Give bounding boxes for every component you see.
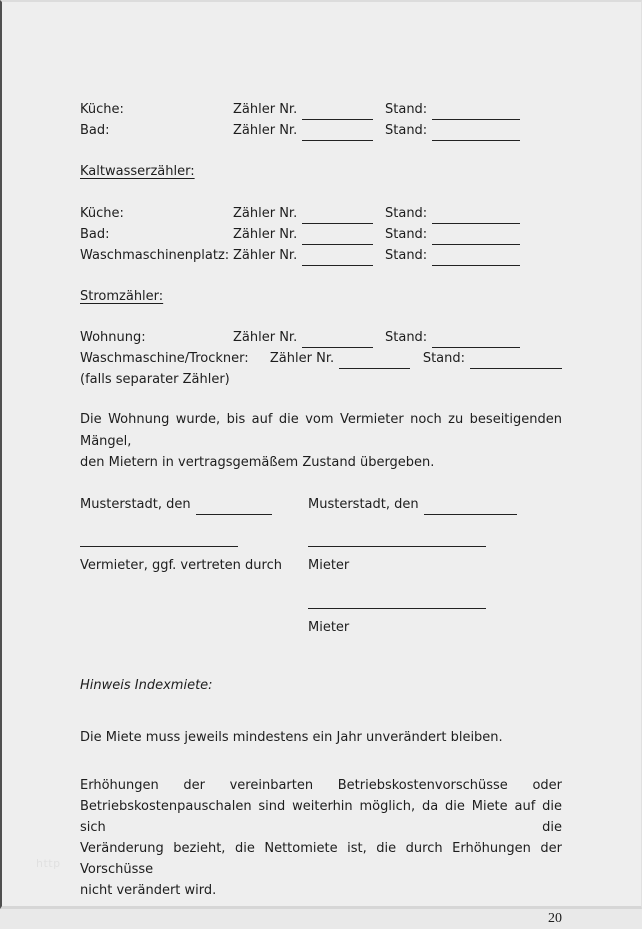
meter-reading-blank: [470, 356, 562, 369]
meter-reading-cell: [385, 99, 520, 120]
meter-reading-cell: [385, 327, 520, 348]
meter-number-cell: [233, 99, 385, 120]
empty-cell: [80, 608, 308, 609]
meter-row: [80, 203, 562, 224]
meter-number-blank: [302, 232, 373, 245]
meter-number-cell: [233, 224, 385, 245]
document-content: [80, 2, 562, 929]
section-heading-kaltwasser: Kaltwasserzähler:: [80, 164, 195, 179]
tenant2-signature-cell: [308, 608, 562, 609]
meter-number-blank: [339, 356, 410, 369]
meter-reading-blank: [432, 211, 520, 224]
paragraph-line: Die Wohnung wurde, bis auf die vom Vermieter noch zu beseitigenden Mängel,: [80, 412, 562, 449]
meter-room-label: Bad:: [80, 123, 110, 138]
meter-reading-blank: [432, 253, 520, 266]
tenant-role-label: Mieter: [308, 557, 350, 573]
meter-number-label: Zähler Nr.: [233, 123, 298, 138]
meter-room-label: Wohnung:: [80, 330, 146, 345]
landlord-date-label: Musterstadt, den: [80, 496, 191, 512]
landlord-signature-cell: [80, 546, 308, 547]
meter-reading-label: Stand:: [385, 102, 428, 117]
meter-reading-cell: [385, 224, 520, 245]
page-number: 20: [548, 910, 562, 926]
landlord-date-blank: [196, 502, 272, 515]
paragraph-line: Betriebskostenpauschalen sind weiterhin möglich, da die Miete auf die sich die: [80, 798, 562, 835]
meter-number-label: Zähler Nr.: [233, 227, 298, 242]
meter-number-blank: [302, 253, 373, 266]
meter-room-label: Waschmaschine/Trockner:: [80, 351, 249, 366]
kaltwasser-meter-rows: [80, 203, 562, 266]
meter-reading-label: Stand:: [385, 123, 428, 138]
empty-cell: [80, 617, 308, 638]
meter-reading-cell: [385, 203, 520, 224]
meter-row: [80, 348, 562, 369]
index-note-paragraph: [80, 775, 562, 901]
meter-reading-blank: [432, 107, 520, 120]
meter-row: [80, 224, 562, 245]
meter-reading-cell: [385, 245, 520, 266]
meter-number-label: Zähler Nr.: [233, 330, 298, 345]
paragraph-line: Veränderung bezieht, die Nettomiete ist, die durch Erhöhungen der Vorschüsse: [80, 840, 562, 877]
meter-row: [80, 120, 562, 141]
signature-labels-row-2: [80, 617, 562, 638]
meter-row: [80, 99, 562, 120]
signature-lines-row-2: [80, 608, 562, 609]
landlord-date-cell: [80, 494, 308, 515]
warmwater-meter-rows: [80, 99, 562, 141]
meter-number-cell: [233, 327, 385, 348]
tenant2-role-label: Mieter: [308, 619, 350, 635]
handover-paragraph: [80, 409, 562, 474]
signature-date-row: [80, 494, 562, 515]
meter-number-blank: [302, 128, 373, 141]
meter-room-label: Küche:: [80, 102, 124, 117]
landlord-signature-line: [80, 546, 238, 547]
meter-number-blank: [302, 211, 373, 224]
meter-room-label: Bad:: [80, 227, 110, 242]
meter-reading-label: Stand:: [385, 227, 428, 242]
meter-reading-label: Stand:: [385, 206, 428, 221]
meter-number-blank: [302, 107, 373, 120]
meter-room-label: Waschmaschinenplatz:: [80, 248, 230, 263]
tenant-date-blank: [424, 502, 517, 515]
meter-number-cell: [233, 203, 385, 224]
tenant2-signature-line: [308, 608, 486, 609]
meter-reading-blank: [432, 128, 520, 141]
meter-number-cell: [233, 120, 385, 141]
index-note-heading: Hinweis Indexmiete:: [80, 677, 213, 693]
section-heading-strom: Stromzähler:: [80, 289, 164, 304]
meter-number-label: Zähler Nr.: [269, 351, 335, 366]
meter-number-cell: [270, 348, 423, 369]
strom-meter-rows: [80, 327, 562, 390]
meter-reading-label: Stand:: [422, 351, 465, 366]
meter-number-blank: [302, 335, 373, 348]
meter-reading-blank: [432, 335, 520, 348]
meter-row: [80, 327, 562, 348]
landlord-role-label: Vermieter, ggf. vertreten durch: [80, 557, 282, 573]
meter-number-label: Zähler Nr.: [233, 102, 298, 117]
paragraph-line: den Mietern in vertragsgemäßem Zustand übergeben.: [80, 455, 435, 470]
tenant-date-label: Musterstadt, den: [308, 496, 419, 512]
tenant-signature-line: [308, 546, 486, 547]
paragraph-line: Erhöhungen der vereinbarten Betriebskostenvorschüsse oder: [80, 777, 562, 793]
meter-number-cell: [233, 245, 385, 266]
paragraph-line: nicht verändert wird.: [80, 882, 217, 898]
meter-reading-cell: [423, 348, 562, 369]
meter-number-label: Zähler Nr.: [233, 206, 298, 221]
signature-lines-row: [80, 546, 562, 547]
tenant-date-cell: [308, 494, 562, 515]
meter-reading-label: Stand:: [385, 248, 428, 263]
meter-note: (falls separater Zähler): [80, 372, 230, 387]
meter-reading-cell: [385, 120, 520, 141]
meter-reading-label: Stand:: [385, 330, 428, 345]
watermark-text: http: [36, 857, 61, 870]
meter-reading-blank: [432, 232, 520, 245]
meter-row: [80, 245, 562, 266]
index-note-sentence: Die Miete muss jeweils mindestens ein Jahr unverändert bleiben.: [80, 729, 503, 745]
meter-room-label: Küche:: [80, 206, 124, 221]
signature-labels-row: [80, 555, 562, 576]
tenant-signature-cell: [308, 546, 562, 547]
meter-number-label: Zähler Nr.: [233, 248, 298, 263]
